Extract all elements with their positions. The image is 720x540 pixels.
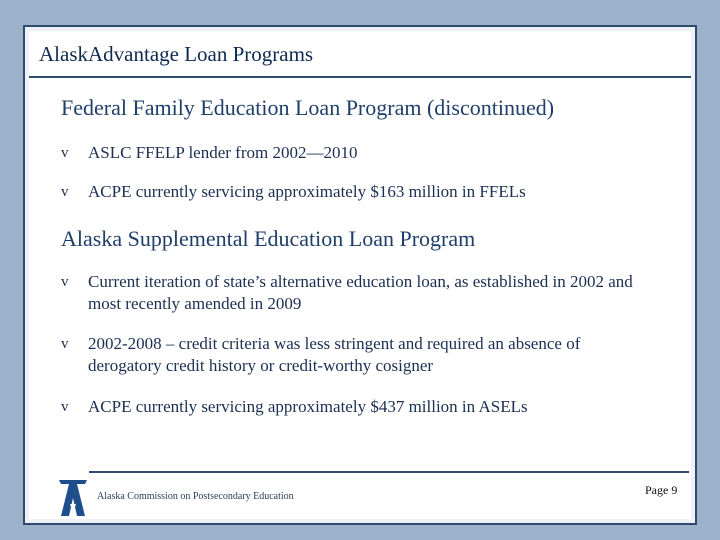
slide-title: AlaskAdvantage Loan Programs bbox=[39, 42, 314, 66]
footer-divider bbox=[89, 471, 689, 473]
section-heading-asel: Alaska Supplemental Education Loan Program bbox=[61, 226, 476, 251]
checkmark-bullet-icon: v bbox=[61, 145, 69, 161]
section-heading-ffelp: Federal Family Education Loan Program (discontinued) bbox=[61, 95, 555, 120]
bullet-text: ACPE currently servicing approximately $437 million in ASELs bbox=[88, 397, 528, 416]
acpe-logo-icon bbox=[55, 476, 91, 520]
bullet-text: ASLC FFELP lender from 2002—2010 bbox=[88, 143, 358, 162]
bullet-text: ACPE currently servicing approximately $163 million in FFELs bbox=[88, 182, 526, 201]
checkmark-bullet-icon: v bbox=[61, 184, 69, 200]
bullet-text: Current iteration of state’s alternative education loan, as established in 2002 and most recently amended in 2009 bbox=[88, 272, 633, 313]
footer-organization: Alaska Commission on Postsecondary Education bbox=[97, 491, 294, 502]
checkmark-bullet-icon: v bbox=[61, 336, 69, 352]
title-divider bbox=[29, 76, 691, 78]
checkmark-bullet-icon: v bbox=[61, 399, 69, 415]
bullet-text: 2002-2008 – credit criteria was less stringent and required an absence of derogatory credit history or credit-worthy cosigner bbox=[88, 334, 581, 375]
checkmark-bullet-icon: v bbox=[61, 274, 69, 290]
page-number: Page 9 bbox=[645, 483, 678, 497]
